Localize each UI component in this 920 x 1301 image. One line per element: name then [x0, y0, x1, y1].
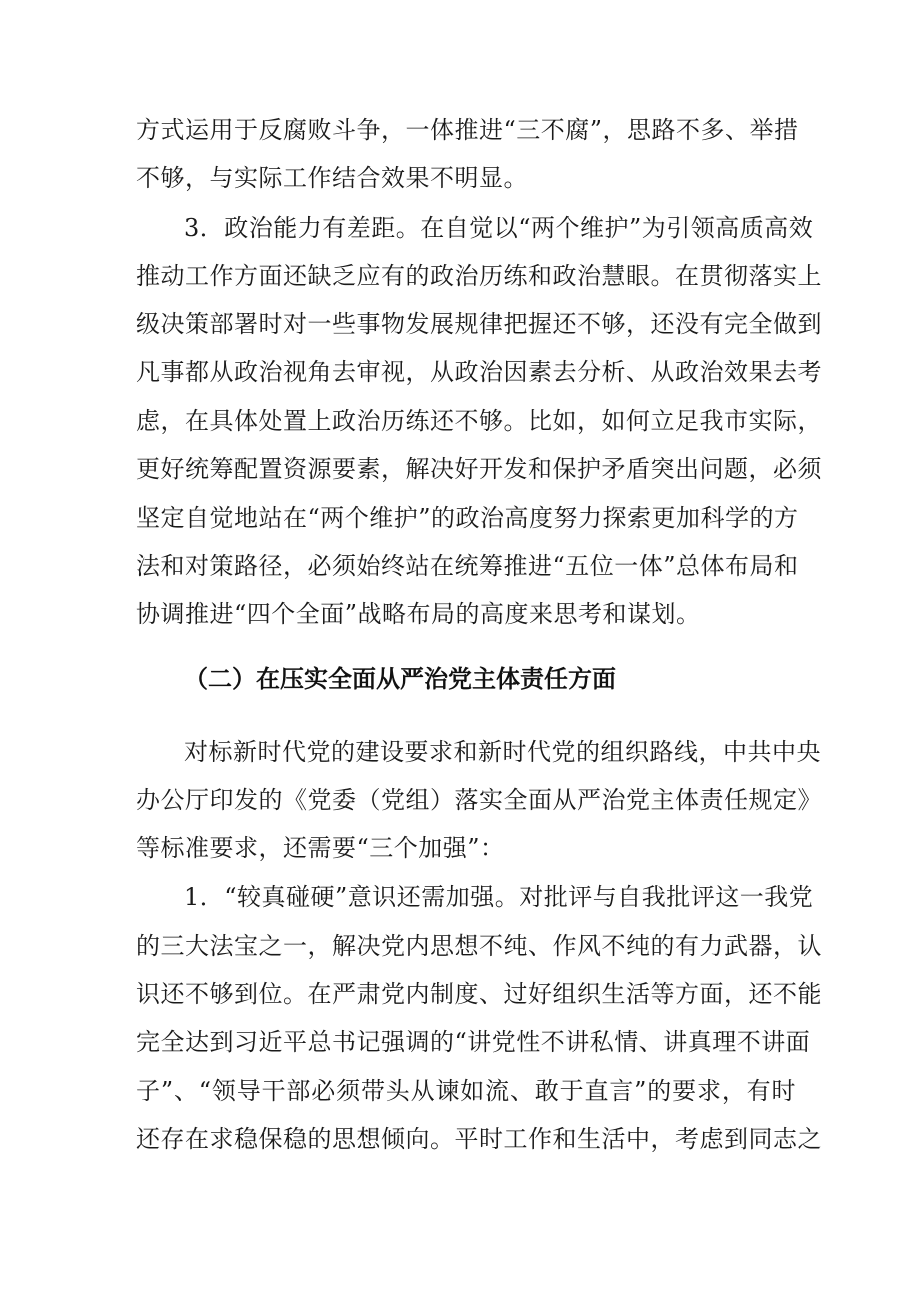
paragraph-line: 还存在求稳保稳的思想倾向。平时工作和生活中，考虑到同志之 [136, 1125, 822, 1153]
paragraph-line: 方式运用于反腐败斗争，一体推进“三不腐”，思路不多、举措 [136, 116, 799, 144]
paragraph-line: 协调推进“四个全面”战略布局的高度来思考和谋划。 [136, 600, 701, 628]
paragraph-line: 等标准要求，还需要“三个加强”： [136, 834, 505, 862]
section-heading: （二）在压实全面从严治党主体责任方面 [184, 665, 616, 693]
paragraph-line: 识还不够到位。在严肃党内制度、过好组织生活等方面，还不能 [136, 980, 822, 1008]
paragraph-line: 推动工作方面还缺乏应有的政治历练和政治慧眼。在贯彻落实上 [136, 262, 822, 290]
paragraph-line: 更好统筹配置资源要素，解决好开发和保护矛盾突出问题，必须 [136, 455, 822, 483]
paragraph-3-first-line: 3．政治能力有差距。在自觉以“两个维护”为引领高质高效 [184, 214, 814, 242]
paragraph-line: 办公厅印发的《党委（党组）落实全面从严治党主体责任规定》 [136, 786, 822, 814]
paragraph-line: 的三大法宝之一，解决党内思想不纯、作风不纯的有力武器，认 [136, 932, 822, 960]
paragraph-line: 完全达到习近平总书记强调的“讲党性不讲私情、讲真理不讲面 [136, 1028, 811, 1056]
paragraph-line: 凡事都从政治视角去审视，从政治因素去分析、从政治效果去考 [136, 358, 822, 386]
intro-first-line: 对标新时代党的建设要求和新时代党的组织路线，中共中央 [184, 738, 821, 766]
paragraph-line: 坚定自觉地站在“两个维护”的政治高度努力探索更加科学的方 [136, 504, 799, 532]
paragraph-line: 虑，在具体处置上政治历练还不够。比如，如何立足我市实际， [136, 407, 822, 435]
paragraph-line: 级决策部署时对一些事物发展规律把握还不够，还没有完全做到 [136, 310, 822, 338]
paragraph-line: 法和对策路径，必须始终站在统筹推进“五位一体”总体布局和 [136, 552, 799, 580]
paragraph-line: 子”、“领导干部必须带头从谏如流、敢于直言”的要求，有时 [136, 1077, 796, 1105]
paragraph-line: 不够，与实际工作结合效果不明显。 [136, 164, 528, 192]
item-1-first-line: 1．“较真碰硬”意识还需加强。对批评与自我批评这一我党 [184, 883, 814, 911]
